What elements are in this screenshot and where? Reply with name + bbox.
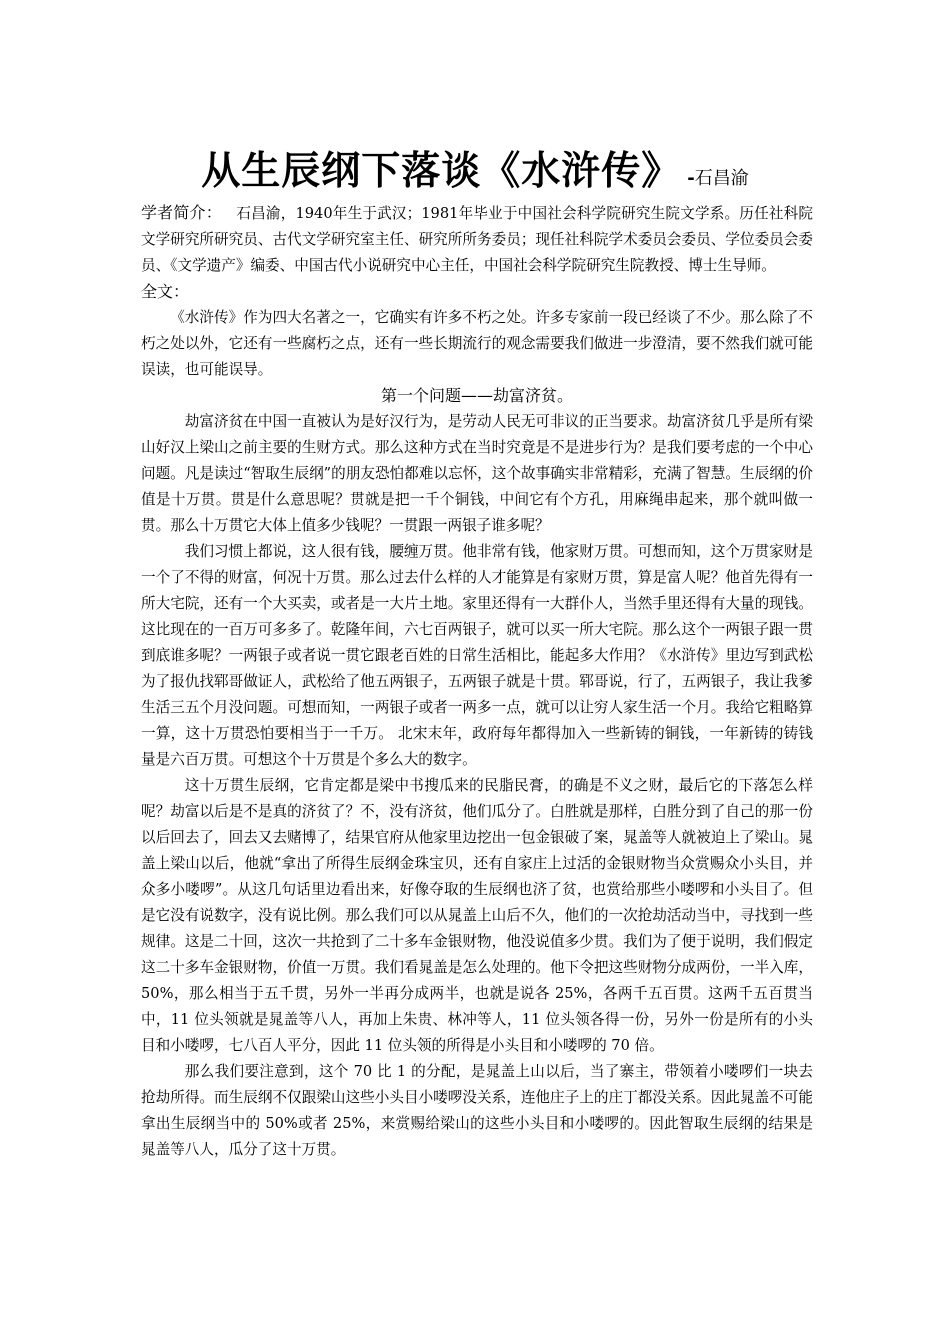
body-paragraph-2: 我们习惯上都说，这人很有钱，腰缠万贯。他非常有钱，他家财万贯。可想而知，这个万贯家财是一个了不得的财富，何况十万贯。那么过去什么样的人才能算是有家财万贯，算是富人呢？他首先得有一所大宅院，还有一个大买卖，或者是一大片土地。家里还得有一大群仆人，当然手里还得有大量的现钱。这比现在的一百万可多多了。乾隆年间，六七百两银子，就可以买一所大宅院。那么这个一两银子跟一贯到底谁多呢？一两银子或者说一贯它跟老百姓的日常生活相比，能起多大作用？《水浒传》里边写到武松为了报仇找郓哥做证人，武松给了他五两银子，五两银子就是十贯。郓哥说，行了，五两银子，我让我爹生活三五个月没问题。可想而知，一两银子或者一两多一点，就可以让穷人家生活一个月。我给它粗略算一算，这十万贯恐怕要相当于一千万。 北宋末年，政府每年都得加入一些新铸的铜钱，一年新铸的铸钱量是六百万贯。可想这个十万贯是个多么大的数字。 — [141, 543, 813, 768]
document-title — [0, 140, 950, 196]
fulltext-label: 全文： — [141, 282, 190, 301]
title-main: 从生辰纲下落谈《水浒传》 — [201, 149, 682, 194]
title-author — [687, 168, 748, 189]
body-paragraph-1: 劫富济贫在中国一直被认为是好汉行为，是劳动人民无可非议的正当要求。劫富济贫几乎是所有梁山好汉上梁山之前主要的生财方式。那么这种方式在当时究竟是不是进步行为？是我们要考虑的一个中心问题。凡是读过“智取生辰纲”的朋友恐怕都难以忘怀，这个故事确实非常精彩，充满了智慧。生辰纲的价值是十万贯。贯是什么意思呢？贯就是把一千个铜钱，中间它有个方孔，用麻绳串起来，那个就叫做一贯。那么十万贯它大体上值多少钱呢？一贯跟一两银子谁多呢？ — [141, 413, 813, 534]
body-paragraph-4: 那么我们要注意到，这个 70 比 1 的分配，是晁盖上山以后，当了寨主，带领着小喽啰们一块去抢劫所得。而生辰纲不仅跟梁山这些小头目小喽啰没关系，连他庄子上的庄丁都没关系。因此晁盖不可能拿出生辰纲当中的 50%或者 25%，来赏赐给梁山的这些小头目和小喽啰的。因此智取生辰纲的结果是晁盖等八人，瓜分了这十万贯。 — [141, 1063, 813, 1158]
bio-text: 石昌渝，1940年生于武汉；1981年毕业于中国社会科学院研究生院文学系。历任社科院文学研究所研究员、古代文学研究室主任、研究所所务委员；现任社科院学术委员会委员、学位委员会委员、《文学遗产》编委、中国古代小说研究中心主任，中国社会科学院研究生院教授、博士生导师。 — [141, 205, 813, 274]
author-name: 石昌渝 — [694, 168, 749, 189]
author-dash: - — [687, 168, 695, 189]
body-paragraph-3: 这十万贯生辰纲，它肯定都是梁中书搜瓜来的民脂民膏，的确是不义之财，最后它的下落怎么样呢？劫富以后是不是真的济贫了？不，没有济贫，他们瓜分了。白胜就是那样，白胜分到了自己的那一份以后回去了，回去又去赌博了，结果官府从他家里边挖出一包金银破了案，晁盖等人就被迫上了梁山。晁盖上梁山以后，他就“拿出了所得生辰纲金珠宝贝，还有自家庄上过活的金银财物当众赏赐众小头目，并众多小喽啰”。从这几句话里边看出来，好像夺取的生辰纲也济了贫，也赏给那些小喽啰和小头目了。但是它没有说数字，没有说比例。那么我们可以从晁盖上山后不久，他们的一次抢劫活动当中，寻找到一些规律。这是二十回，这次一共抢到了二十多车金银财物，他没说值多少贯。我们为了便于说明，我们假定这二十多车金银财物，价值一万贯。我们看晁盖是怎么处理的。他下令把这些财物分成两份，一半入库，50%，那么相当于五千贯，另外一半再分成两半，也就是说各 25%，各两千五百贯。这两千五百贯当中，11 位头领就是晁盖等八人，再加上朱贵、林冲等人，11 位头领各得一份，另外一份是所有的小头目和小喽啰，七八百人平分，因此 11 位头领的所得是小头目和小喽啰的 70 倍。 — [141, 777, 813, 1054]
bio-label: 学者简介： — [141, 203, 222, 222]
intro-paragraph: 《水浒传》作为四大名著之一，它确实有许多不朽之处。许多专家前一段已经谈了不少。那么除了不朽之处以外，它还有一些腐朽之点，还有一些长期流行的观念需要我们做进一步澄清，要不然我们就可能误读，也可能误导。 — [141, 309, 813, 378]
bio-paragraph — [141, 200, 813, 279]
document-body — [141, 200, 813, 1163]
section-heading: 第一个问题——劫富济贫。 — [380, 386, 573, 405]
